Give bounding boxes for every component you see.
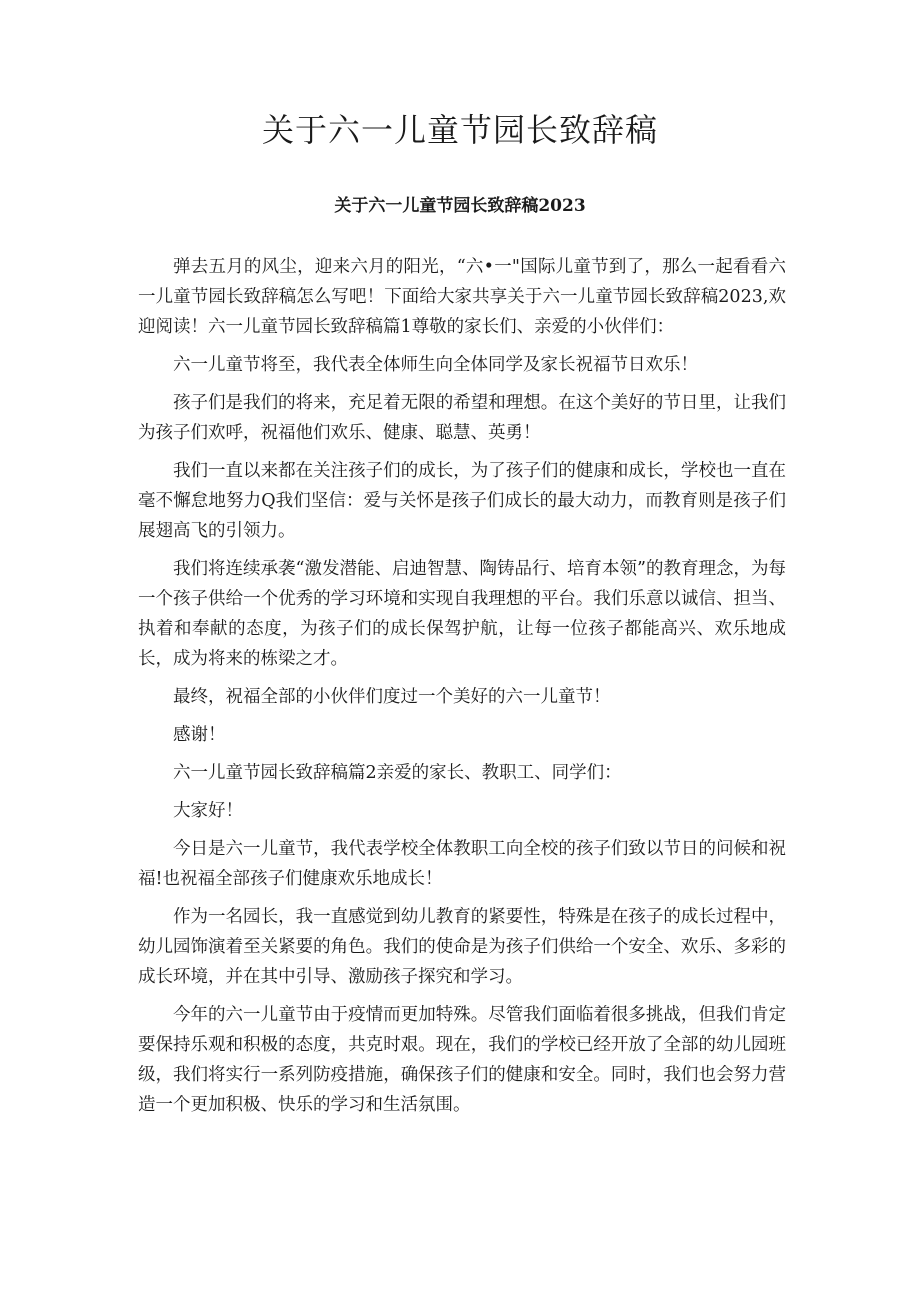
paragraph: 六一儿童节园长致辞稿篇2亲爱的家长、教职工、同学们： — [173, 763, 622, 783]
paragraph: 大家好！ — [173, 801, 243, 821]
document-subtitle: 关于六一儿童节园长致辞稿2023 — [334, 196, 586, 216]
paragraph: 我们将连续承袭“激发潜能、启迪智慧、陶铸品行、培育本领”的教育理念，为每一个孩子供给一个优秀的学习环境和实现自我理想的平台。我们乐意以诚信、担当、执着和奉献的态度，为孩子们的成长保驾护航，让每一位孩子都能高兴、欢乐地成长，成为将来的栋梁之才。 — [138, 559, 786, 669]
paragraph: 六一儿童节将至，我代表全体师生向全体同学及家长祝福节日欢乐！ — [173, 355, 698, 375]
document-body — [138, 252, 786, 1128]
paragraph: 今日是六一儿童节，我代表学校全体教职工向全校的孩子们致以节日的问候和祝福!也祝福全部孩子们健康欢乐地成长！ — [138, 839, 786, 889]
paragraph: 孩子们是我们的将来，充足着无限的希望和理想。在这个美好的节日里，让我们为孩子们欢呼，祝福他们欢乐、健康、聪慧、英勇！ — [138, 393, 786, 443]
paragraph: 今年的六一儿童节由于疫情而更加特殊。尽管我们面临着很多挑战，但我们肯定要保持乐观和积极的态度，共克时艰。现在，我们的学校已经开放了全部的幼儿园班级，我们将实行一系列防疫措施，确保孩子们的健康和安全。同时，我们也会努力营造一个更加积极、快乐的学习和生活氛围。 — [138, 1005, 786, 1115]
paragraph: 弹去五月的风尘，迎来六月的阳光，“六•一"国际儿童节到了，那么一起看看六一儿童节园长致辞稿怎么写吧！下面给大家共享关于六一儿童节园长致辞稿2023,欢迎阅读！六一儿童节园长致辞稿篇1尊敬的家长们、亲爱的小伙伴们： — [138, 257, 786, 337]
paragraph: 作为一名园长，我一直感觉到幼儿教育的紧要性，特殊是在孩子的成长过程中，幼儿园饰演着至关紧要的角色。我们的使命是为孩子们供给一个安全、欢乐、多彩的成长环境，并在其中引导、激励孩子探究和学习。 — [138, 907, 786, 987]
document-title: 关于六一儿童节园长致辞稿 — [261, 111, 658, 149]
paragraph: 感谢！ — [173, 725, 226, 745]
paragraph: 最终，祝福全部的小伙伴们度过一个美好的六一儿童节！ — [173, 687, 611, 707]
paragraph: 我们一直以来都在关注孩子们的成长，为了孩子们的健康和成长，学校也一直在毫不懈怠地努力Q我们坚信：爱与关怀是孩子们成长的最大动力，而教育则是孩子们展翅高飞的引领力。 — [138, 461, 786, 541]
